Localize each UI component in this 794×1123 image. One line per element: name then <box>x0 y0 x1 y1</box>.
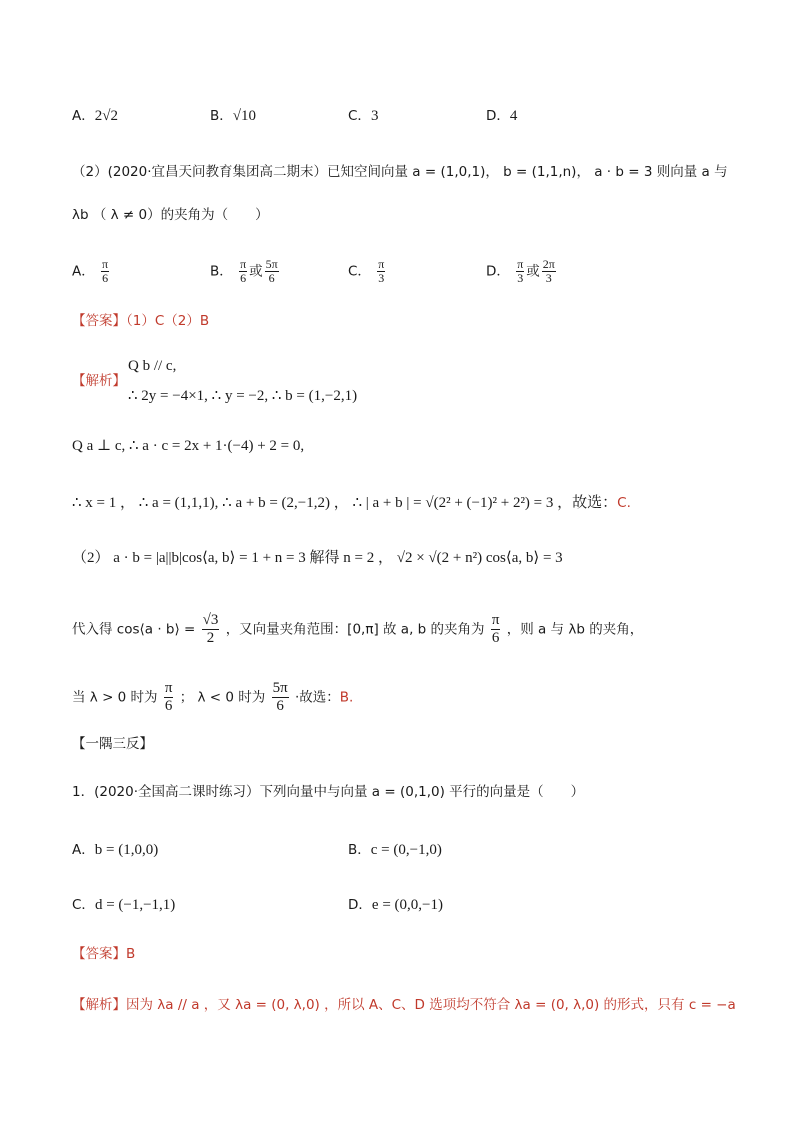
fraction: $\frac{\pi}{6}$ <box>240 257 247 285</box>
analysis-block-2 <box>72 995 736 1015</box>
analysis-line-5: （2） a · b = |a||b|cos⟨a, b⟩ = 1 + n = 3 解得 n = 2 ， √2 × √(2 + n²) cos⟨a, b⟩ = 3 <box>72 550 563 566</box>
analysis-line-6: 代入得 cos⟨a · b⟩ = $\frac{√3}{2}$ ，又向量夹角范围：[0,π] 故 a, b 的夹角为 $\frac{\pi}{6}$ ，则 a 与 λb 的夹角， <box>72 612 644 646</box>
ex1-option-a: A．b = (1,0,0) <box>72 842 159 858</box>
ex1-option-c: C．d = (−1,−1,1) <box>72 897 176 913</box>
q2-option-a: A． $\frac{\pi}{6}$ <box>72 257 109 285</box>
fraction: $\frac{\pi}{3}$ <box>517 257 524 285</box>
section-title: 【一隅三反】 <box>72 736 153 752</box>
analysis-line-3: Q a ⊥ c, ∴ a · c = 2x + 1·(−4) + 2 = 0, <box>72 438 305 454</box>
analysis-text: 因为 λa // a ，又 λa = (0, λ,0) ，所以 A、C、D 选项均不符合 λa = (0, λ,0) 的形式，只有 c = −a <box>126 997 736 1013</box>
q1-option-a: A．2√2 <box>72 108 118 124</box>
fraction: $\frac{\pi}{6}$ <box>164 680 173 714</box>
analysis-line-1: Q b // c, <box>128 358 177 374</box>
fraction: $\frac{\pi}{6}$ <box>102 257 109 285</box>
fraction: $\frac{5\pi}{6}$ <box>272 680 288 714</box>
ex1-option-b: B．c = (0,−1,0) <box>348 842 442 858</box>
answer-text: （1）C（2）B <box>126 313 210 329</box>
q2-stem-line2: λb （ λ ≠ 0）的夹角为（ ） <box>72 207 269 223</box>
analysis-tag: 【解析】 <box>72 373 126 389</box>
ex1-option-d: D．e = (0,0,−1) <box>348 897 443 913</box>
fraction: $\frac{\pi}{6}$ <box>491 612 500 646</box>
fraction: $\frac{5\pi}{6}$ <box>265 257 278 285</box>
q2-option-c: C． $\frac{\pi}{3}$ <box>348 257 385 285</box>
answer-tag: 【答案】 <box>72 946 126 962</box>
answer-tag: 【答案】 <box>72 313 126 329</box>
q1-option-b: B．√10 <box>210 108 256 124</box>
fraction: $\frac{√3}{2}$ <box>202 612 219 646</box>
exercise-1-stem: 1．(2020·全国高二课时练习）下列向量中与向量 a = (0,1,0) 平行的向量是（ ） <box>72 784 585 800</box>
fraction: $\frac{\pi}{3}$ <box>378 257 385 285</box>
q2-option-d: D． $\frac{\pi}{3}$ 或 $\frac{2\pi}{3}$ <box>486 257 555 285</box>
analysis-tag: 【解析】 <box>72 997 126 1013</box>
q2-option-b: B． $\frac{\pi}{6}$ 或 $\frac{5\pi}{6}$ <box>210 257 278 285</box>
answer-block-2 <box>72 944 135 964</box>
answer-text: B <box>126 946 136 962</box>
fraction: $\frac{2\pi}{3}$ <box>542 257 555 285</box>
answer-block-1 <box>72 311 209 331</box>
analysis-line-7: 当 λ > 0 时为 $\frac{\pi}{6}$ ； λ < 0 时为 $\frac{5\pi}{6}$ ·故选：B. <box>72 680 354 714</box>
q2-stem-line1: （2）(2020·宜昌天问教育集团高二期末）已知空间向量 a = (1,0,1)， b = (1,1,n)， a · b = 3 则向量 a 与 <box>72 164 728 180</box>
q1-option-c: C．3 <box>348 108 379 124</box>
analysis-line-4: ∴ x = 1 ， ∴ a = (1,1,1), ∴ a + b = (2,−1,2) ， ∴ | a + b | = √(2² + (−1)² + 2²) = 3 ，故选：C. <box>72 495 631 511</box>
q1-option-d: D．4 <box>486 108 518 124</box>
analysis-line-2: ∴ 2y = −4×1, ∴ y = −2, ∴ b = (1,−2,1) <box>128 388 358 404</box>
